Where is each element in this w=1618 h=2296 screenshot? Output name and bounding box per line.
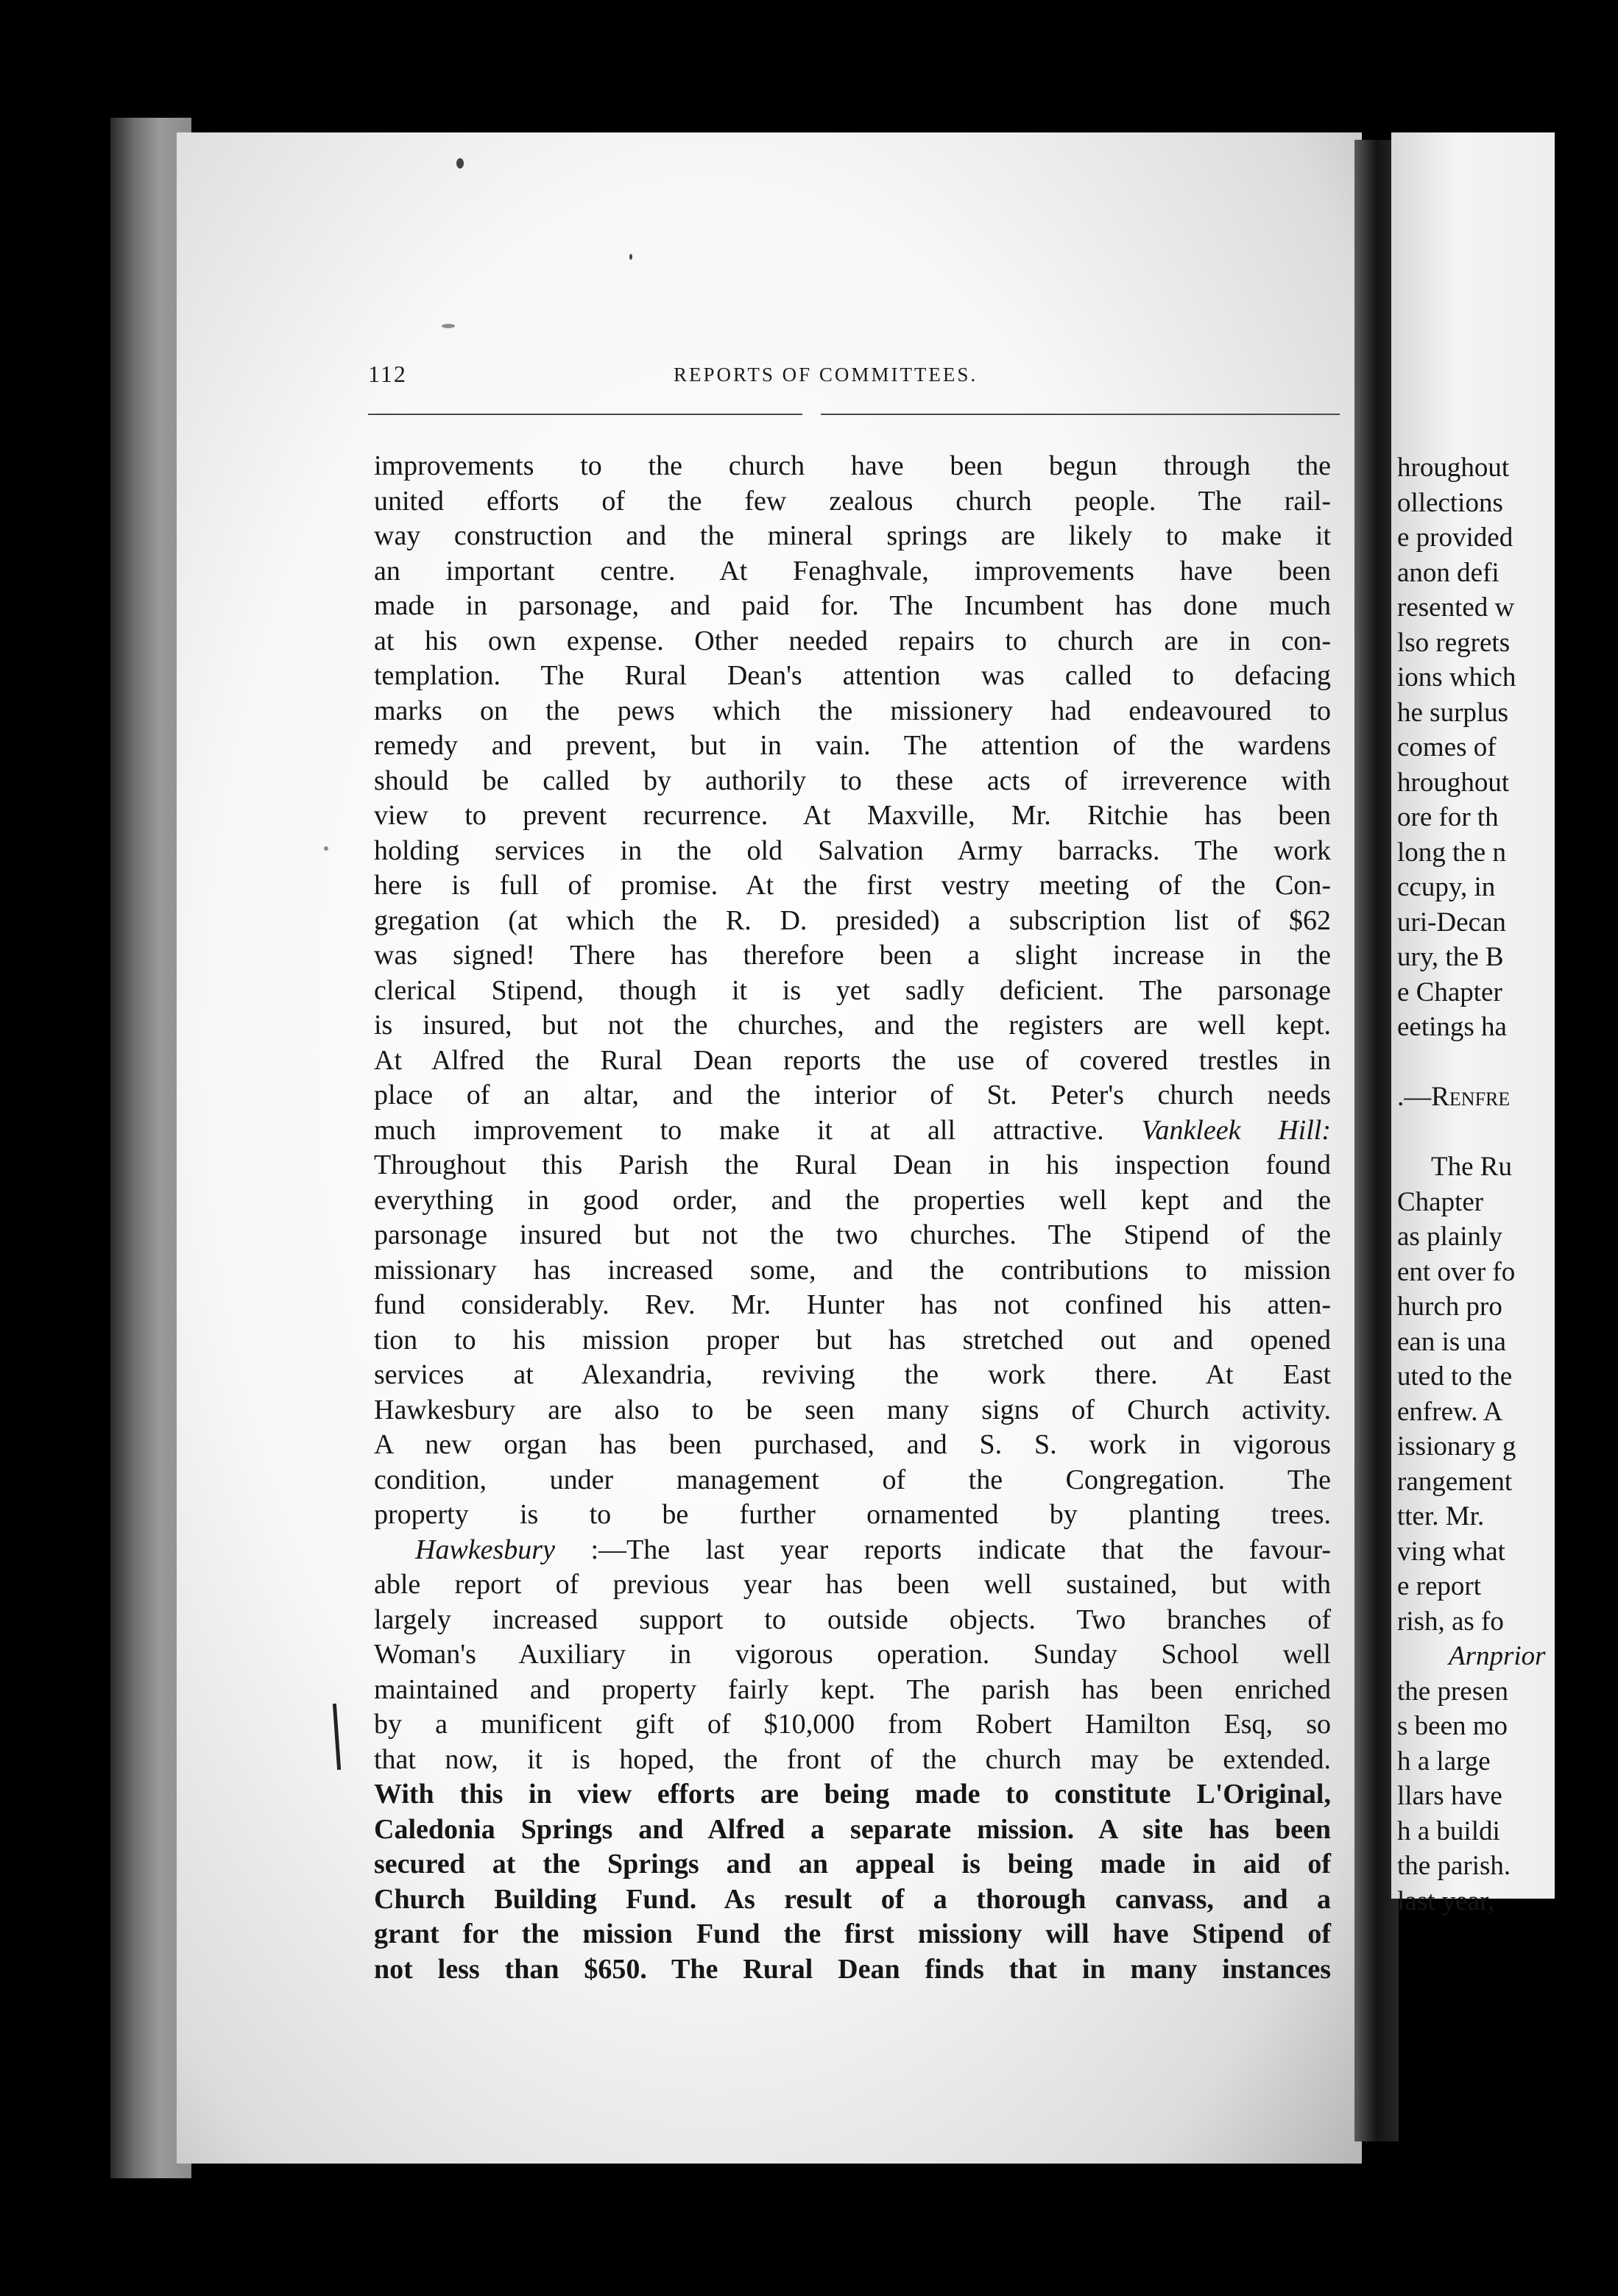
text-line: condition, under management of the Congregation. The [374,1464,1331,1495]
text-line: tion to his mission proper but has stretched out and opened [374,1324,1331,1356]
text-line: secured at the Springs and an appeal is being made in aid of [374,1849,1331,1879]
text-line: not less than $650. The Rural Dean finds that in many instances [374,1953,1331,1985]
facing-line: comes of [1397,732,1497,762]
ink-speck [629,254,632,260]
facing-line: Chapter [1397,1186,1484,1217]
text-line: parsonage insured but not the two churches. The Stipend of the [374,1219,1331,1250]
text-line: was signed! There has therefore been a slight increase in the [374,940,1331,971]
facing-line: long the n [1397,837,1506,868]
facing-line [1397,1045,1618,1080]
facing-line: e provided [1397,522,1513,553]
text-line: Woman's Auxiliary in vigorous operation. Sunday School well [374,1639,1331,1670]
facing-line: enfrew. A [1397,1396,1503,1427]
facing-line: hroughout [1397,453,1510,483]
text-line: maintained and property fairly kept. The parish has been enriched [374,1673,1331,1705]
text-line: made in parsonage, and paid for. The Incumbent has done much [374,590,1331,621]
text-line: A new organ has been purchased, and S. S. work in vigorous [374,1429,1331,1460]
facing-line: hurch pro [1397,1292,1502,1322]
facing-line: e report [1397,1571,1482,1601]
running-title: REPORTS OF COMMITTEES. [674,364,978,386]
facing-line: ore for th [1397,802,1499,832]
text-line: services at Alexandria, reviving the work there. At East [374,1359,1331,1390]
report-body [374,449,1331,1987]
header-rule-right [821,414,1340,415]
facing-line: issionary g [1397,1431,1516,1461]
text-line: At Alfred the Rural Dean reports the use of covered trestles in [374,1044,1331,1076]
text-line: holding services in the old Salvation Army barracks. The work [374,835,1331,866]
facing-line: s been mo [1397,1711,1508,1741]
text-line: remedy and prevent, but in vain. The attention of the wardens [374,730,1331,761]
text-line-part: much improvement to make it at all attractive. [374,1114,1104,1146]
facing-line: uted to the [1397,1361,1513,1392]
text-line: by a munificent gift of $10,000 from Robert Hamilton Esq, so [374,1709,1331,1740]
facing-line: the presen [1397,1676,1509,1707]
text-line: at his own expense. Other needed repairs to church are in con- [374,625,1331,656]
facing-line: ury, the B [1397,942,1504,972]
text-line: gregation (at which the R. D. presided) a subscription list of $62 [374,904,1331,936]
facing-line: last year, [1397,1885,1495,1916]
facing-line: rangement [1397,1466,1513,1497]
text-line: that now, it is hoped, the front of the church may be extended. [374,1743,1331,1775]
text-line: missionary has increased some, and the contributions to mission [374,1254,1331,1286]
facing-line: ving what [1397,1536,1505,1567]
facing-line: the parish. [1397,1851,1511,1881]
text-line: grant for the mission Fund the first missiony will have Stipend of [374,1918,1331,1949]
text-line: property is to be further ornamented by planting trees. [374,1499,1331,1530]
text-line: clerical Stipend, though it is yet sadly deficient. The parsonage [374,974,1331,1006]
text-line: is insured, but not the churches, and the registers are well kept. [374,1010,1331,1041]
facing-line: hroughout [1397,767,1510,798]
text-line-part: :—The last year reports indicate that the favour- [590,1534,1331,1565]
facing-line: eetings ha [1397,1012,1507,1042]
place-heading-hawkesbury: Hawkesbury [415,1534,555,1565]
header-rule-left [368,414,802,415]
text-line [374,1113,1331,1149]
text-line: view to prevent recurrence. At Maxville, Mr. Ritchie has been [374,800,1331,831]
facing-line: ions which [1397,662,1516,692]
text-line: fund considerably. Rev. Mr. Hunter has not confined his atten- [374,1289,1331,1320]
facing-page [1391,132,1555,1916]
text-line: here is full of promise. At the first vestry meeting of the Con- [374,870,1331,901]
text-line: an important centre. At Fenaghvale, improvements have been [374,555,1331,587]
text-line: improvements to the church have been begun through the [374,450,1331,481]
facing-line: resented w [1397,592,1515,623]
facing-line: ccupy, in [1397,872,1496,902]
page-number: 112 [368,361,407,387]
text-line: place of an altar, and the interior of St. Peter's church needs [374,1080,1331,1110]
text-line: templation. The Rural Dean's attention was called to defacing [374,660,1331,691]
facing-line: h a buildi [1397,1815,1500,1846]
facing-line: ent over fo [1397,1256,1516,1287]
text-line: With this in view efforts are being made to constitute L'Original, [374,1779,1331,1810]
facing-page-text [1397,450,1618,1918]
place-heading-vankleek-hill: Vankleek Hill: [1141,1114,1332,1146]
facing-line: ean is una [1397,1326,1506,1357]
facing-line: The Ru [1431,1152,1512,1182]
text-line: way construction and the mineral springs are likely to make it [374,520,1331,551]
facing-line: he surplus [1397,697,1509,728]
facing-line: e Chapter [1397,977,1502,1007]
facing-line: h a large [1397,1746,1491,1776]
ink-speck [442,324,455,328]
facing-line: rish, as fo [1397,1606,1504,1637]
text-line: everything in good order, and the properties well kept and the [374,1184,1331,1216]
text-line: united efforts of the few zealous church people. The rail- [374,485,1331,517]
ink-speck [456,158,464,169]
facing-place-heading: Arnprior [1449,1641,1546,1671]
running-header [368,361,1332,405]
text-line: marks on the pews which the missionery had endeavoured to [374,695,1331,726]
text-line: Throughout this Parish the Rural Dean in his inspection found [374,1149,1331,1180]
facing-line: llars have [1397,1781,1502,1811]
ink-speck [324,846,328,851]
facing-line: tter. Mr. [1397,1501,1485,1531]
text-line [374,1533,1331,1568]
facing-line: lso regrets [1397,627,1511,658]
facing-line [1397,1115,1618,1150]
facing-line: anon defi [1397,557,1499,588]
facing-section-heading: .—Renfre [1397,1082,1511,1112]
text-line: Hawkesbury are also to be seen many signs of Church activity. [374,1394,1331,1425]
facing-line: ollections [1397,487,1503,518]
text-line: Church Building Fund. As result of a thorough canvass, and a [374,1883,1331,1915]
text-line: Caledonia Springs and Alfred a separate mission. A site has been [374,1813,1331,1845]
facing-line: uri-Decan [1397,907,1506,938]
text-line: able report of previous year has been well sustained, but with [374,1569,1331,1600]
text-line: largely increased support to outside objects. Two branches of [374,1604,1331,1635]
facing-line: as plainly [1397,1222,1502,1252]
text-line: should be called by authorily to these acts of irreverence with [374,765,1331,796]
